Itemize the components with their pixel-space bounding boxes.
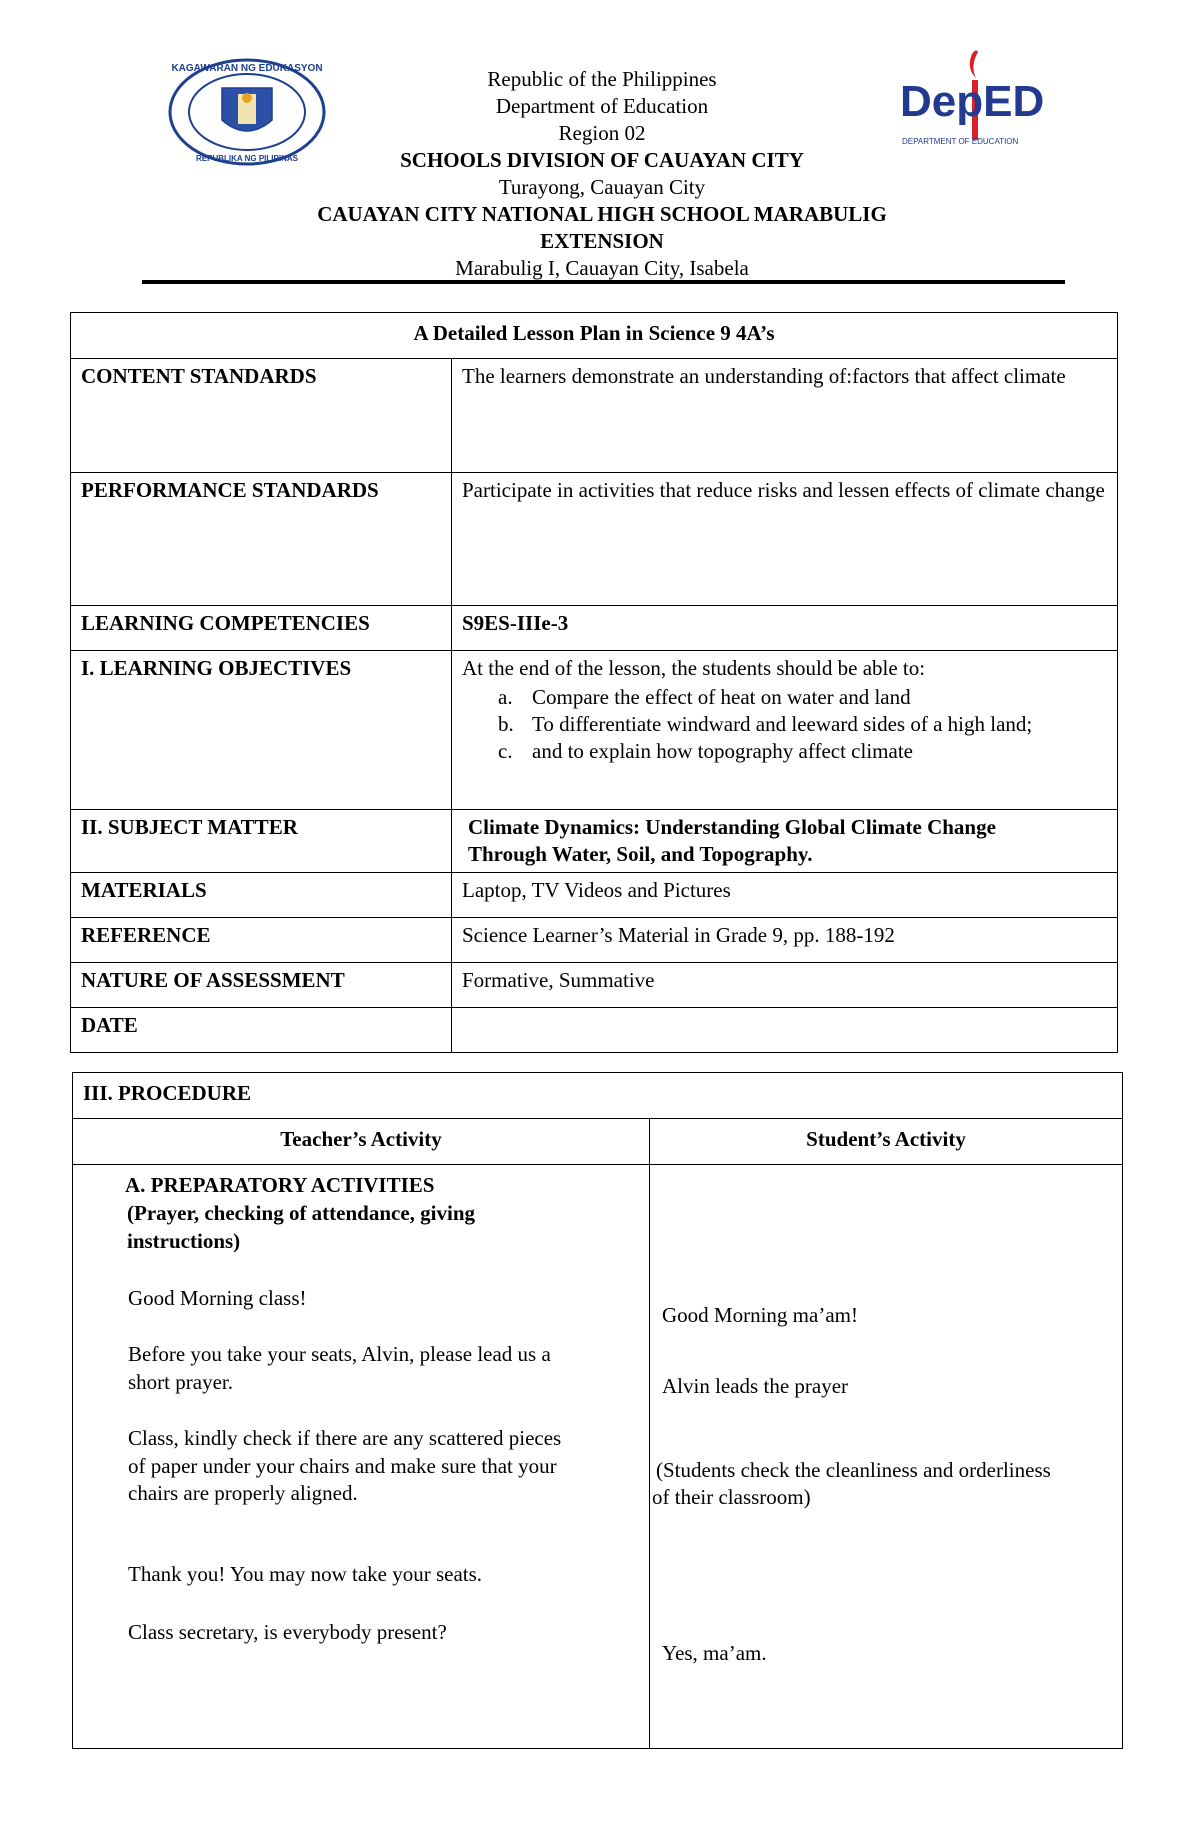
teacher-line: Good Morning class! [128,1286,307,1310]
date-value [452,1008,1118,1053]
school-name: CAUAYAN CITY NATIONAL HIGH SCHOOL MARABULIG EXTENSION [317,202,887,253]
objective-marker: c. [498,739,513,763]
assessment-value: Formative, Summative [452,963,1118,1008]
materials-value: Laptop, TV Videos and Pictures [452,873,1118,918]
teacher-line: of paper under your chairs and make sure that your [128,1454,557,1478]
teacher-line: Thank you! You may now take your seats. [128,1562,483,1586]
objectives-intro: At the end of the lesson, the students should be able to: [462,656,926,680]
region-line: Region 02 [558,121,646,145]
learning-competencies-label: LEARNING COMPETENCIES [71,606,452,651]
objective-text: Compare the effect of heat on water and land [532,685,911,709]
department-line: Department of Education [495,94,709,118]
svg-text:REPUBLIKA NG PILIPINAS: REPUBLIKA NG PILIPINAS [196,154,298,163]
svg-text:DEPARTMENT OF EDUCATION: DEPARTMENT OF EDUCATION [902,137,1019,146]
teacher-line: Class secretary, is everybody present? [128,1620,447,1644]
preparatory-title: A. PREPARATORY ACTIVITIES [125,1173,435,1197]
objective-item [498,684,1107,711]
objective-marker: b. [498,712,514,736]
objectives-label: I. LEARNING OBJECTIVES [71,651,452,810]
procedure-title: III. PROCEDURE [73,1073,1123,1119]
student-line: Yes, ma’am. [662,1641,767,1665]
assessment-label: NATURE OF ASSESSMENT [71,963,452,1008]
performance-standards-label: PERFORMANCE STANDARDS [71,473,452,606]
school-address: Marabulig I, Cauayan City, Isabela [455,256,749,280]
student-line: (Students check the cleanliness and orderliness [656,1458,1051,1482]
subject-matter-line2: Through Water, Soil, and Topography. [468,842,813,866]
division-name: SCHOOLS DIVISION OF CAUAYAN CITY [400,148,804,172]
reference-value: Science Learner’s Material in Grade 9, pp. 188-192 [452,918,1118,963]
materials-label: MATERIALS [71,873,452,918]
objectives-cell [452,651,1118,810]
objective-marker: a. [498,685,513,709]
objective-text: To differentiate windward and leeward sides of a high land; [532,712,1033,736]
student-line: Good Morning ma’am! [662,1303,858,1327]
procedure-table [72,1072,1123,1749]
division-address: Turayong, Cauayan City [498,175,706,199]
learning-competencies-value: S9ES-IIIe-3 [452,606,1118,651]
objective-item [498,738,1107,765]
header-divider [142,280,1065,284]
content-standards-label: CONTENT STANDARDS [71,359,452,473]
teacher-line: chairs are properly aligned. [128,1481,358,1505]
letterhead [300,66,904,282]
svg-text:KAGAWARAN NG EDUKASYON: KAGAWARAN NG EDUKASYON [171,63,323,74]
republic-line: Republic of the Philippines [487,67,717,91]
teacher-activity-header: Teacher’s Activity [73,1119,650,1165]
objective-text: and to explain how topography affect climate [532,739,913,763]
svg-text:DepED: DepED [900,77,1045,126]
content-standards-value: The learners demonstrate an understanding of:factors that affect climate [452,359,1118,473]
teacher-line: Before you take your seats, Alvin, please lead us a [128,1342,551,1366]
preparatory-subtitle-2: instructions) [127,1229,241,1253]
teacher-line: short prayer. [128,1370,233,1394]
teacher-line: Class, kindly check if there are any scattered pieces [128,1426,562,1450]
subject-matter-label: II. SUBJECT MATTER [71,810,452,873]
date-label: DATE [71,1008,452,1053]
objective-item [498,711,1107,738]
preparatory-subtitle-1: (Prayer, checking of attendance, giving [127,1201,476,1225]
student-line: of their classroom) [652,1485,811,1509]
lesson-plan-table [70,312,1118,1053]
student-activity-header: Student’s Activity [650,1119,1123,1165]
student-line: Alvin leads the prayer [662,1374,849,1398]
performance-standards-value: Participate in activities that reduce risks and lessen effects of climate change [452,473,1118,606]
reference-label: REFERENCE [71,918,452,963]
teacher-activity-cell [73,1165,650,1749]
student-activity-cell [650,1165,1123,1749]
objectives-list [462,684,1107,765]
subject-matter-value [452,810,1118,873]
lesson-plan-title: A Detailed Lesson Plan in Science 9 4A’s [71,313,1118,359]
deped-logo [896,44,1074,162]
subject-matter-line1: Climate Dynamics: Understanding Global Climate Change [468,815,996,839]
